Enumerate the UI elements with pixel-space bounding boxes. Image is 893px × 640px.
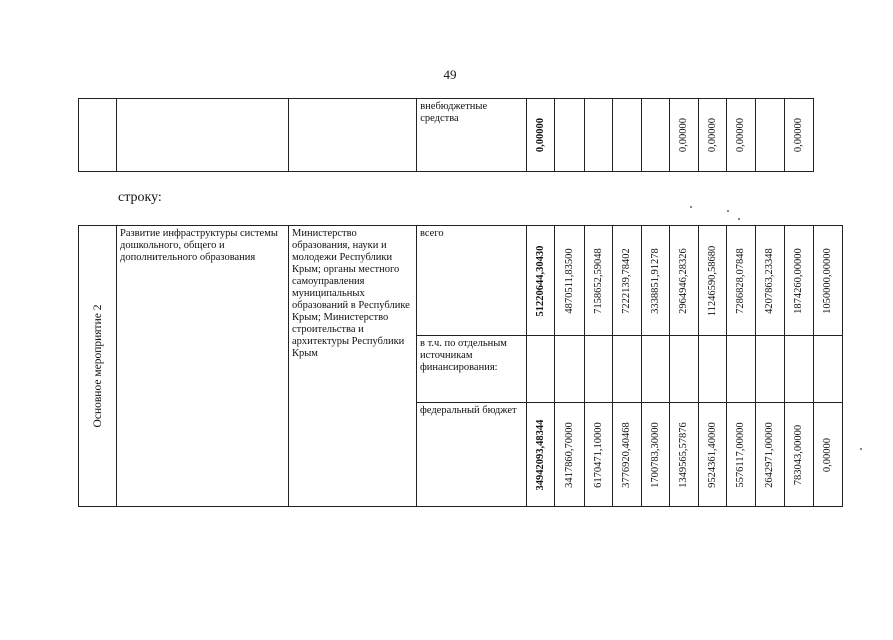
value-cell	[555, 336, 585, 403]
value-cell	[756, 336, 785, 403]
value-cell	[814, 336, 843, 403]
main-table	[78, 225, 843, 507]
value-cell	[699, 336, 727, 403]
value-cell	[585, 99, 613, 172]
value-cell: 11246590,58680	[699, 226, 727, 336]
value-cell: 7286828,07848	[727, 226, 756, 336]
value-cell	[613, 336, 642, 403]
row-label: в т.ч. по отдельным источникам финансирования:	[417, 336, 527, 403]
scan-speck	[738, 218, 740, 220]
empty-cell	[289, 99, 417, 172]
value-cell: 783043,00000	[785, 403, 814, 507]
value-cell: 0,00000	[699, 99, 727, 172]
value-cell: 6170471,10000	[585, 403, 613, 507]
value-cell: 3776920,40468	[613, 403, 642, 507]
empty-cell	[79, 99, 117, 172]
value-cell	[785, 336, 814, 403]
funding-source-label: внебюджетные средства	[417, 99, 527, 172]
row-label: всего	[417, 226, 527, 336]
side-label-cell	[79, 226, 117, 507]
value-cell: 4207863,23348	[756, 226, 785, 336]
top-table-fragment	[78, 98, 843, 172]
table-row	[79, 226, 843, 336]
value-cell	[555, 99, 585, 172]
value-cell	[585, 336, 613, 403]
scan-speck	[690, 206, 692, 208]
value-cell: 4870511,83500	[555, 226, 585, 336]
row-label: федеральный бюджет	[417, 403, 527, 507]
value-cell	[727, 336, 756, 403]
value-cell: 0,00000	[527, 99, 555, 172]
value-cell: 2642971,00000	[756, 403, 785, 507]
page-number: 49	[443, 67, 457, 82]
value-cell	[642, 336, 670, 403]
value-cell	[613, 99, 642, 172]
value-cell: 1874260,00000	[785, 226, 814, 336]
value-cell	[527, 336, 555, 403]
intro-text: строку:	[118, 190, 162, 205]
value-cell: 0,00000	[814, 403, 843, 507]
value-cell: 1349565,57876	[670, 403, 699, 507]
value-cell: 5576117,00000	[727, 403, 756, 507]
value-cell: 1050000,00000	[814, 226, 843, 336]
responsible-executors: Министерство образования, науки и молодежи Республики Крым; органы местного самоуправления муниципальных образований в Республике Крым; Министерство строительства и архитектуры Республики Крым	[289, 226, 417, 507]
value-cell: 0,00000	[785, 99, 814, 172]
value-cell: 9524361,40000	[699, 403, 727, 507]
empty-cell	[117, 99, 289, 172]
measure-description: Развитие инфраструктуры системы дошкольного, общего и дополнительного образования	[117, 226, 289, 507]
value-cell: 1700783,30000	[642, 403, 670, 507]
side-label: Основное мероприятие 2	[91, 304, 104, 428]
value-cell	[670, 336, 699, 403]
value-cell: 34942093,48344	[527, 403, 555, 507]
value-cell: 3417860,70000	[555, 403, 585, 507]
value-cell: 0,00000	[670, 99, 699, 172]
value-cell	[642, 99, 670, 172]
value-cell: 2964946,28326	[670, 226, 699, 336]
scan-speck	[860, 448, 862, 450]
value-cell: 7158652,59048	[585, 226, 613, 336]
value-cell: 7222139,78402	[613, 226, 642, 336]
scan-speck	[727, 210, 729, 212]
value-cell	[756, 99, 785, 172]
value-cell: 51220644,30430	[527, 226, 555, 336]
value-cell: 0,00000	[727, 99, 756, 172]
value-cell: 3338851,91278	[642, 226, 670, 336]
